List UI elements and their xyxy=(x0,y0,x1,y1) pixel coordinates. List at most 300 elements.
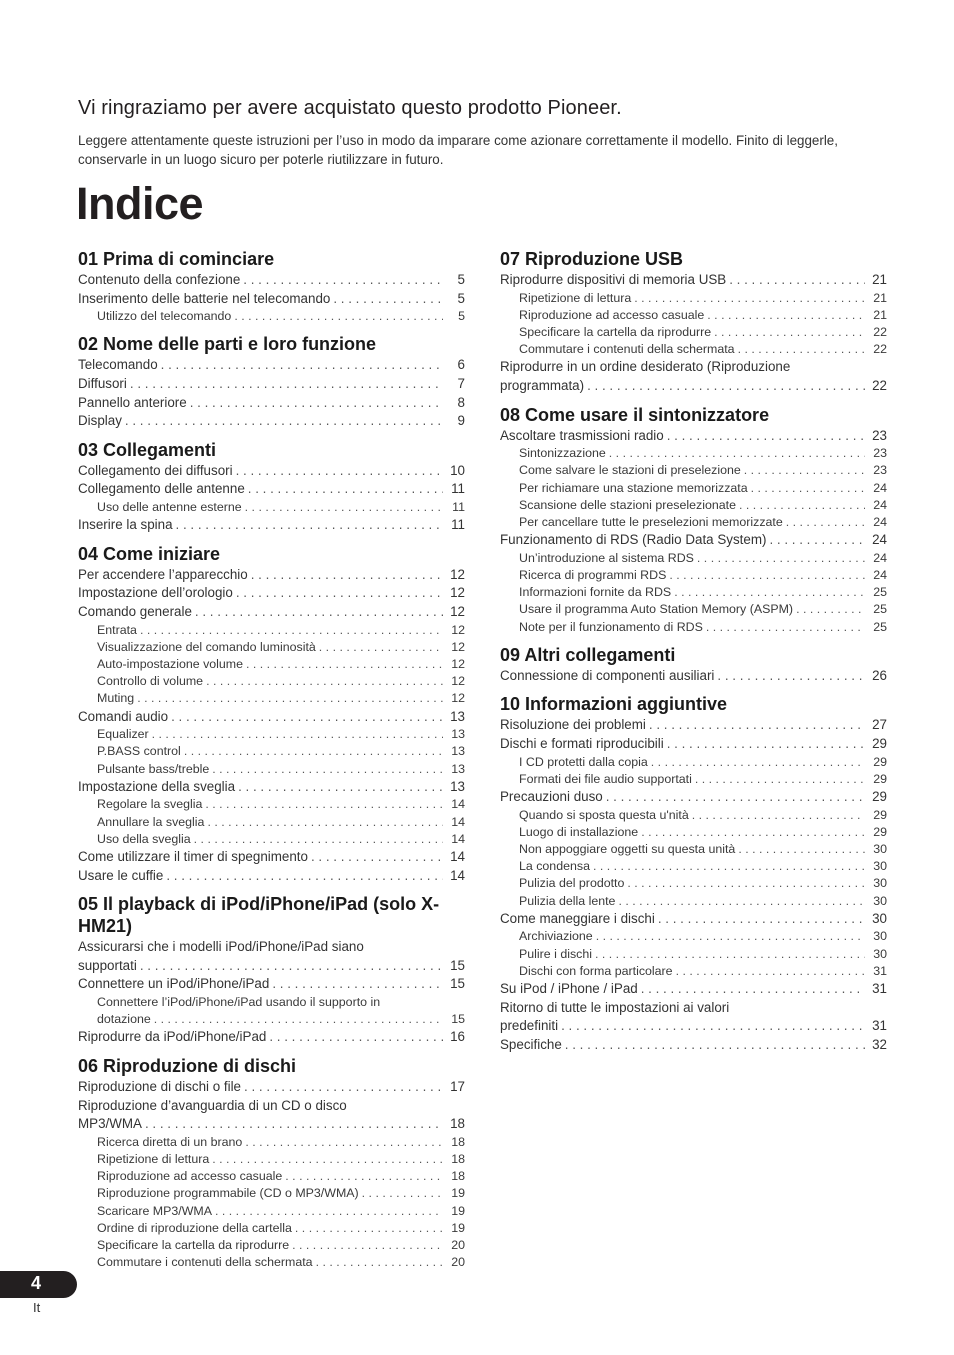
entry-title: Come salvare le stazioni di preselezione xyxy=(519,463,741,478)
entry-page-number: 15 xyxy=(451,1012,465,1027)
entry-title: Collegamento dei diffusori xyxy=(78,462,233,478)
entry-title: Informazioni fornite da RDS xyxy=(519,585,672,600)
toc-entry[interactable] xyxy=(500,716,887,735)
toc-subentry[interactable] xyxy=(500,480,887,497)
dot-leader xyxy=(295,1220,443,1237)
toc-entry[interactable] xyxy=(500,1036,887,1055)
entry-title: Connettere un iPod/iPhone/iPad xyxy=(78,976,270,992)
entry-title: Uso della sveglia xyxy=(97,831,191,846)
entry-title: Equalizer xyxy=(97,727,149,742)
entry-title: Specificare la cartella da riprodurre xyxy=(519,325,712,339)
entry-title: Connessione di componenti ausiliari xyxy=(500,667,715,683)
dot-leader xyxy=(717,667,865,686)
dot-leader xyxy=(596,928,865,945)
toc-subentry[interactable] xyxy=(78,1134,465,1151)
toc-subentry[interactable] xyxy=(500,946,887,963)
page-number: 4 xyxy=(31,1273,42,1293)
entry-page-number: 30 xyxy=(873,893,887,908)
dot-leader xyxy=(362,1185,443,1202)
dot-leader xyxy=(561,1017,865,1036)
toc-subentry[interactable] xyxy=(500,445,887,462)
dot-leader xyxy=(207,814,443,831)
dot-leader xyxy=(669,567,865,584)
entry-page-number: 19 xyxy=(451,1186,465,1201)
dot-leader xyxy=(319,639,443,656)
entry-title: Precauzioni duso xyxy=(500,789,603,804)
toc-subentry[interactable] xyxy=(78,1254,465,1271)
toc-subentry[interactable] xyxy=(500,619,887,636)
section-title[interactable]: 09 Altri collegamenti xyxy=(500,644,676,665)
entry-title: Come maneggiare i dischi xyxy=(500,910,655,926)
toc-entry-line xyxy=(97,1011,465,1028)
toc-subentry[interactable] xyxy=(500,893,887,910)
entry-title: Impostazione dell’orologio xyxy=(78,585,233,601)
dot-leader xyxy=(634,290,865,307)
entry-title: supportati xyxy=(78,957,137,973)
dot-leader xyxy=(641,980,865,999)
dot-leader xyxy=(236,462,443,481)
toc-subentry[interactable] xyxy=(78,499,465,516)
toc-subentry[interactable] xyxy=(500,550,887,567)
entry-page-number: 6 xyxy=(457,357,465,373)
entry-title: Note per il funzionamento di RDS xyxy=(519,619,703,634)
dot-leader xyxy=(245,1134,443,1151)
dot-leader xyxy=(649,716,865,735)
dot-leader xyxy=(251,566,443,585)
entry-title: Commutare i contenuti della schermata xyxy=(97,1255,313,1270)
entry-title: Diffusori xyxy=(78,375,127,391)
entry-page-number: 31 xyxy=(872,981,887,997)
entry-page-number: 12 xyxy=(451,674,465,689)
dot-leader xyxy=(243,271,443,290)
toc-right-column xyxy=(500,248,887,1062)
dot-leader xyxy=(212,1151,443,1168)
entry-page-number: 21 xyxy=(872,272,887,287)
toc-entry[interactable] xyxy=(78,778,465,797)
dot-leader xyxy=(738,841,865,858)
dot-leader xyxy=(769,531,865,550)
entry-page-number: 24 xyxy=(873,497,887,512)
toc-subentry[interactable] xyxy=(500,928,887,945)
toc-entry[interactable] xyxy=(78,271,465,290)
dot-leader xyxy=(137,690,443,707)
entry-page-number: 15 xyxy=(450,957,465,973)
dot-leader xyxy=(593,858,865,875)
entry-title: Inserire la spina xyxy=(78,517,173,533)
toc-entry[interactable] xyxy=(500,667,887,686)
toc-section xyxy=(78,543,465,885)
toc-subentry[interactable] xyxy=(78,690,465,707)
toc-subentry[interactable] xyxy=(500,514,887,531)
entry-title: Come utilizzare il timer di spegnimento xyxy=(78,848,308,864)
entry-page-number: 14 xyxy=(451,797,465,812)
entry-title: Pulire i dischi xyxy=(519,946,592,961)
entry-title: Specifiche xyxy=(500,1036,562,1052)
toc-entry[interactable] xyxy=(78,1097,465,1134)
toc-entry[interactable] xyxy=(500,910,887,929)
entry-title: MP3/WMA xyxy=(78,1116,142,1132)
entry-title: Specificare la cartella da riprodurre xyxy=(97,1237,290,1252)
entry-page-number: 25 xyxy=(873,602,887,617)
entry-title: Ascoltare trasmissioni radio xyxy=(500,427,664,443)
toc-subentry[interactable] xyxy=(500,324,887,341)
toc-entry-line: Riproduzione d’avanguardia di un CD o disco xyxy=(78,1097,347,1113)
toc-entry[interactable] xyxy=(78,994,465,1028)
toc-entry[interactable] xyxy=(78,375,465,394)
entry-title: Usare le cuffie xyxy=(78,867,164,883)
toc-entry[interactable] xyxy=(78,1028,465,1047)
entry-title: Ricerca diretta di un brano xyxy=(97,1134,243,1149)
toc-entry[interactable] xyxy=(500,271,887,290)
entry-title: Impostazione della sveglia xyxy=(78,778,236,794)
toc-subentry[interactable] xyxy=(78,308,465,325)
entry-title: Formati dei file audio supportati xyxy=(519,771,692,786)
toc-section xyxy=(500,248,887,396)
entry-page-number: 29 xyxy=(873,754,887,769)
entry-title: Collegamento delle antenne xyxy=(78,481,245,497)
entry-page-number: 25 xyxy=(873,619,887,634)
dot-leader xyxy=(248,480,443,499)
entry-page-number: 22 xyxy=(872,378,887,393)
entry-title: Ripetizione di lettura xyxy=(519,290,632,305)
entry-title: Archiviazione xyxy=(519,929,593,944)
entry-title: Riproduzione di dischi o file xyxy=(78,1078,242,1094)
section-title[interactable]: 05 Il playback di iPod/iPhone/iPad (solo X-HM21) xyxy=(78,894,440,937)
toc-subentry[interactable] xyxy=(78,761,465,778)
dot-leader xyxy=(184,743,443,760)
toc-subentry[interactable] xyxy=(500,754,887,771)
dot-leader xyxy=(311,848,443,867)
toc-entry[interactable] xyxy=(78,938,465,975)
entry-title: Un’introduzione al sistema RDS xyxy=(519,550,694,565)
dot-leader xyxy=(205,796,443,813)
toc-entry-line: Assicurarsi che i modelli iPod/iPhone/iPad siano xyxy=(78,939,364,955)
toc-subentry[interactable] xyxy=(78,1151,465,1168)
page-title: Indice xyxy=(76,178,204,229)
entry-page-number: 12 xyxy=(451,691,465,706)
dot-leader xyxy=(161,356,443,375)
dot-leader xyxy=(796,601,865,618)
toc-section xyxy=(500,404,887,636)
toc-subentry[interactable] xyxy=(78,673,465,690)
toc-entry[interactable] xyxy=(78,584,465,603)
entry-page-number: 11 xyxy=(451,481,465,497)
entry-page-number: 5 xyxy=(457,290,465,306)
entry-page-number: 12 xyxy=(451,656,465,671)
entry-page-number: 5 xyxy=(458,309,465,324)
entry-title: Pannello anteriore xyxy=(78,394,187,410)
section-title[interactable]: 08 Come usare il sintonizzatore xyxy=(500,404,770,425)
toc-entry[interactable] xyxy=(500,358,887,395)
dot-leader xyxy=(145,1115,443,1134)
entry-page-number: 16 xyxy=(450,1029,465,1045)
toc-entry[interactable] xyxy=(78,1078,465,1097)
toc-subentry[interactable] xyxy=(78,1237,465,1254)
toc-subentry[interactable] xyxy=(78,1168,465,1185)
toc-entry[interactable] xyxy=(78,356,465,375)
entry-page-number: 30 xyxy=(873,859,887,874)
entry-page-number: 5 xyxy=(457,272,465,287)
entry-page-number: 30 xyxy=(873,876,887,891)
entry-title: Per richiamare una stazione memorizzata xyxy=(519,480,748,495)
section-title[interactable]: 04 Come iniziare xyxy=(78,543,221,564)
entry-page-number: 19 xyxy=(451,1220,465,1235)
toc-subentry[interactable] xyxy=(500,771,887,788)
entry-page-number: 14 xyxy=(451,831,465,846)
dot-leader xyxy=(195,603,443,622)
entry-page-number: 31 xyxy=(872,1018,887,1034)
toc-entry[interactable] xyxy=(500,531,887,550)
entry-title: Telecomando xyxy=(78,357,158,373)
entry-page-number: 12 xyxy=(450,585,465,601)
dot-leader xyxy=(333,290,443,309)
toc-subentry[interactable] xyxy=(500,858,887,875)
entry-title: Entrata xyxy=(97,622,137,637)
entry-title: Ricerca di programmi RDS xyxy=(519,568,667,582)
toc-subentry[interactable] xyxy=(500,963,887,980)
entry-page-number: 27 xyxy=(872,717,887,733)
section-title[interactable]: 03 Collegamenti xyxy=(78,439,217,460)
toc-entry[interactable] xyxy=(78,848,465,867)
toc-entry[interactable] xyxy=(78,975,465,994)
toc-left-column xyxy=(78,248,465,1279)
entry-page-number: 7 xyxy=(457,375,465,391)
entry-page-number: 18 xyxy=(451,1134,465,1149)
toc-entry[interactable] xyxy=(78,867,465,886)
toc-entry[interactable] xyxy=(78,412,465,431)
toc-entry[interactable] xyxy=(500,427,887,446)
entry-page-number: 23 xyxy=(873,446,887,461)
entry-page-number: 12 xyxy=(450,566,465,582)
entry-title: Utilizzo del telecomando xyxy=(97,309,232,324)
intro-text: Leggere attentamente queste istruzioni per l’uso in modo da imparare come azionare correttamente il modello. Finito di leggerle, conservarle in un luogo sicuro per poterle riutilizzare in futuro. xyxy=(78,133,838,167)
dot-leader xyxy=(565,1036,865,1055)
toc-subentry[interactable] xyxy=(78,639,465,656)
entry-title: Scaricare MP3/WMA xyxy=(97,1203,212,1218)
entry-page-number: 29 xyxy=(873,824,887,839)
page-language: It xyxy=(33,1300,41,1315)
toc-subentry[interactable] xyxy=(500,341,887,358)
toc-section xyxy=(78,439,465,535)
entry-title: Dischi e formati riproducibili xyxy=(500,736,664,751)
entry-page-number: 19 xyxy=(451,1203,465,1218)
entry-page-number: 30 xyxy=(873,929,887,944)
toc-entry-line xyxy=(78,1115,465,1134)
entry-page-number: 12 xyxy=(450,603,465,619)
entry-title: dotazione xyxy=(97,1012,151,1027)
section-title[interactable]: 06 Riproduzione di dischi xyxy=(78,1055,297,1076)
toc-subentry[interactable] xyxy=(78,656,465,673)
dot-leader xyxy=(245,499,443,516)
toc-subentry[interactable] xyxy=(78,831,465,848)
toc-subentry[interactable] xyxy=(500,841,887,858)
entry-page-number: 18 xyxy=(451,1151,465,1166)
toc-subentry[interactable] xyxy=(500,601,887,618)
entry-title: Muting xyxy=(97,691,135,706)
dot-leader xyxy=(707,307,865,324)
dot-leader xyxy=(667,735,865,754)
toc-entry-line xyxy=(500,377,887,396)
dot-leader xyxy=(194,831,443,848)
dot-leader xyxy=(692,807,865,824)
entry-page-number: 23 xyxy=(872,427,887,443)
entry-page-number: 29 xyxy=(873,771,887,786)
toc-subentry[interactable] xyxy=(500,875,887,892)
toc-subentry[interactable] xyxy=(78,1185,465,1202)
dot-leader xyxy=(272,975,443,994)
dot-leader xyxy=(606,788,865,807)
entry-title: Riprodurre dispositivi di memoria USB xyxy=(500,272,727,287)
dot-leader xyxy=(706,619,865,636)
entry-title: Visualizzazione del comando luminosità xyxy=(97,639,316,654)
dot-leader xyxy=(190,394,443,413)
toc-subentry[interactable] xyxy=(500,497,887,514)
entry-page-number: 24 xyxy=(873,515,887,529)
entry-title: Pulsante bass/treble xyxy=(97,761,210,776)
toc-subentry[interactable] xyxy=(78,1220,465,1237)
entry-page-number: 26 xyxy=(872,667,887,683)
toc-subentry[interactable] xyxy=(78,1203,465,1220)
dot-leader xyxy=(738,341,865,358)
entry-page-number: 29 xyxy=(873,807,887,822)
toc-entry-line: Connettere l’iPod/iPhone/iPad usando il supporto in xyxy=(97,994,381,1009)
entry-page-number: 24 xyxy=(873,568,887,582)
entry-title: Su iPod / iPhone / iPad xyxy=(500,981,638,997)
entry-title: Pulizia della lente xyxy=(519,893,616,908)
section-title[interactable]: 10 Informazioni aggiuntive xyxy=(500,694,728,715)
toc-subentry[interactable] xyxy=(500,462,887,479)
entry-page-number: 9 xyxy=(457,413,465,429)
toc-section xyxy=(78,333,465,430)
toc-entry-line: Ritorno di tutte le impostazioni ai valori xyxy=(500,999,730,1015)
section-title[interactable]: 01 Prima di cominciare xyxy=(78,249,275,269)
toc-subentry[interactable] xyxy=(500,824,887,841)
dot-leader xyxy=(729,271,865,290)
toc-entry[interactable] xyxy=(78,603,465,622)
toc-subentry[interactable] xyxy=(78,622,465,639)
entry-title: Non appoggiare oggetti su questa unità xyxy=(519,842,736,856)
toc-entry[interactable] xyxy=(500,788,887,807)
entry-page-number: 8 xyxy=(457,394,465,410)
toc-subentry[interactable] xyxy=(78,743,465,760)
entry-page-number: 23 xyxy=(873,463,887,478)
toc-subentry[interactable] xyxy=(500,584,887,601)
entry-title: Per cancellare tutte le preselezioni memorizzate xyxy=(519,515,783,529)
toc-subentry[interactable] xyxy=(78,814,465,831)
entry-page-number: 18 xyxy=(450,1116,465,1132)
entry-page-number: 12 xyxy=(451,622,465,637)
entry-page-number: 13 xyxy=(450,708,465,724)
toc-entry[interactable] xyxy=(78,708,465,727)
entry-page-number: 30 xyxy=(873,842,887,856)
dot-leader xyxy=(674,584,865,601)
entry-title: Sintonizzazione xyxy=(519,446,606,461)
toc-entry[interactable] xyxy=(78,462,465,481)
entry-page-number: 29 xyxy=(872,736,887,751)
entry-title: Regolare la sveglia xyxy=(97,797,203,812)
entry-title: Ripetizione di lettura xyxy=(97,1151,210,1166)
toc-entry[interactable] xyxy=(78,290,465,309)
dot-leader xyxy=(618,893,865,910)
toc-subentry[interactable] xyxy=(78,796,465,813)
entry-page-number: 12 xyxy=(451,639,465,654)
toc-entry[interactable] xyxy=(78,394,465,413)
toc-subentry[interactable] xyxy=(500,307,887,324)
entry-title: predefiniti xyxy=(500,1018,559,1034)
entry-page-number: 31 xyxy=(873,963,887,978)
entry-title: Dischi con forma particolare xyxy=(519,963,673,978)
section-title[interactable]: 02 Nome delle parti e loro funzione xyxy=(78,334,377,355)
toc-entry-line: Riprodurre in un ordine desiderato (Riproduzione xyxy=(500,359,791,375)
entry-page-number: 29 xyxy=(872,789,887,804)
dot-leader xyxy=(609,445,865,462)
toc-entry[interactable] xyxy=(78,516,465,535)
entry-title: Risoluzione dei problemi xyxy=(500,717,646,733)
toc-subentry[interactable] xyxy=(78,726,465,743)
toc-subentry[interactable] xyxy=(500,807,887,824)
entry-title: Comandi audio xyxy=(78,708,169,724)
section-title[interactable]: 07 Riproduzione USB xyxy=(500,249,684,269)
toc-entry[interactable] xyxy=(500,999,887,1036)
toc-section xyxy=(500,644,887,686)
entry-page-number: 21 xyxy=(873,290,887,305)
entry-page-number: 13 xyxy=(450,778,465,794)
dot-leader xyxy=(215,1203,443,1220)
entry-page-number: 10 xyxy=(450,462,465,478)
entry-title: P.BASS control xyxy=(97,744,181,759)
entry-page-number: 17 xyxy=(450,1078,465,1094)
toc-subentry[interactable] xyxy=(500,567,887,584)
dot-leader xyxy=(166,867,443,886)
entry-title: Funzionamento di RDS (Radio Data System) xyxy=(500,532,767,548)
entry-title: I CD protetti dalla copia xyxy=(519,754,648,769)
toc-entry[interactable] xyxy=(500,735,887,754)
entry-title: Comando generale xyxy=(78,603,192,619)
entry-page-number: 20 xyxy=(451,1255,465,1270)
entry-title: La condensa xyxy=(519,859,590,874)
entry-title: Per accendere l’apparecchio xyxy=(78,566,248,582)
entry-title: Riprodurre da iPod/iPhone/iPad xyxy=(78,1029,267,1045)
dot-leader xyxy=(140,957,443,976)
entry-page-number: 22 xyxy=(873,325,887,339)
entry-title: Ordine di riproduzione della cartella xyxy=(97,1220,292,1235)
dot-leader xyxy=(316,1254,443,1271)
dot-leader xyxy=(658,910,865,929)
dot-leader xyxy=(244,1078,443,1097)
entry-title: Display xyxy=(78,413,122,429)
entry-title: Inserimento delle batterie nel telecomando xyxy=(78,290,331,306)
dot-leader xyxy=(140,622,443,639)
entry-title: Controllo di volume xyxy=(97,674,204,689)
toc-section xyxy=(500,693,887,1054)
dot-leader xyxy=(125,412,443,431)
entry-page-number: 24 xyxy=(872,532,887,548)
toc-subentry[interactable] xyxy=(500,290,887,307)
toc-entry[interactable] xyxy=(78,566,465,585)
dot-leader xyxy=(212,761,443,778)
dot-leader xyxy=(292,1237,443,1254)
toc-entry[interactable] xyxy=(78,480,465,499)
entry-title: Auto-impostazione volume xyxy=(97,656,244,671)
entry-page-number: 32 xyxy=(872,1036,887,1052)
entry-page-number: 13 xyxy=(451,727,465,742)
dot-leader xyxy=(786,514,865,531)
toc-entry[interactable] xyxy=(500,980,887,999)
entry-title: Contenuto della confezione xyxy=(78,272,241,287)
dot-leader xyxy=(667,427,865,446)
entry-page-number: 14 xyxy=(450,867,465,883)
dot-leader xyxy=(739,497,865,514)
